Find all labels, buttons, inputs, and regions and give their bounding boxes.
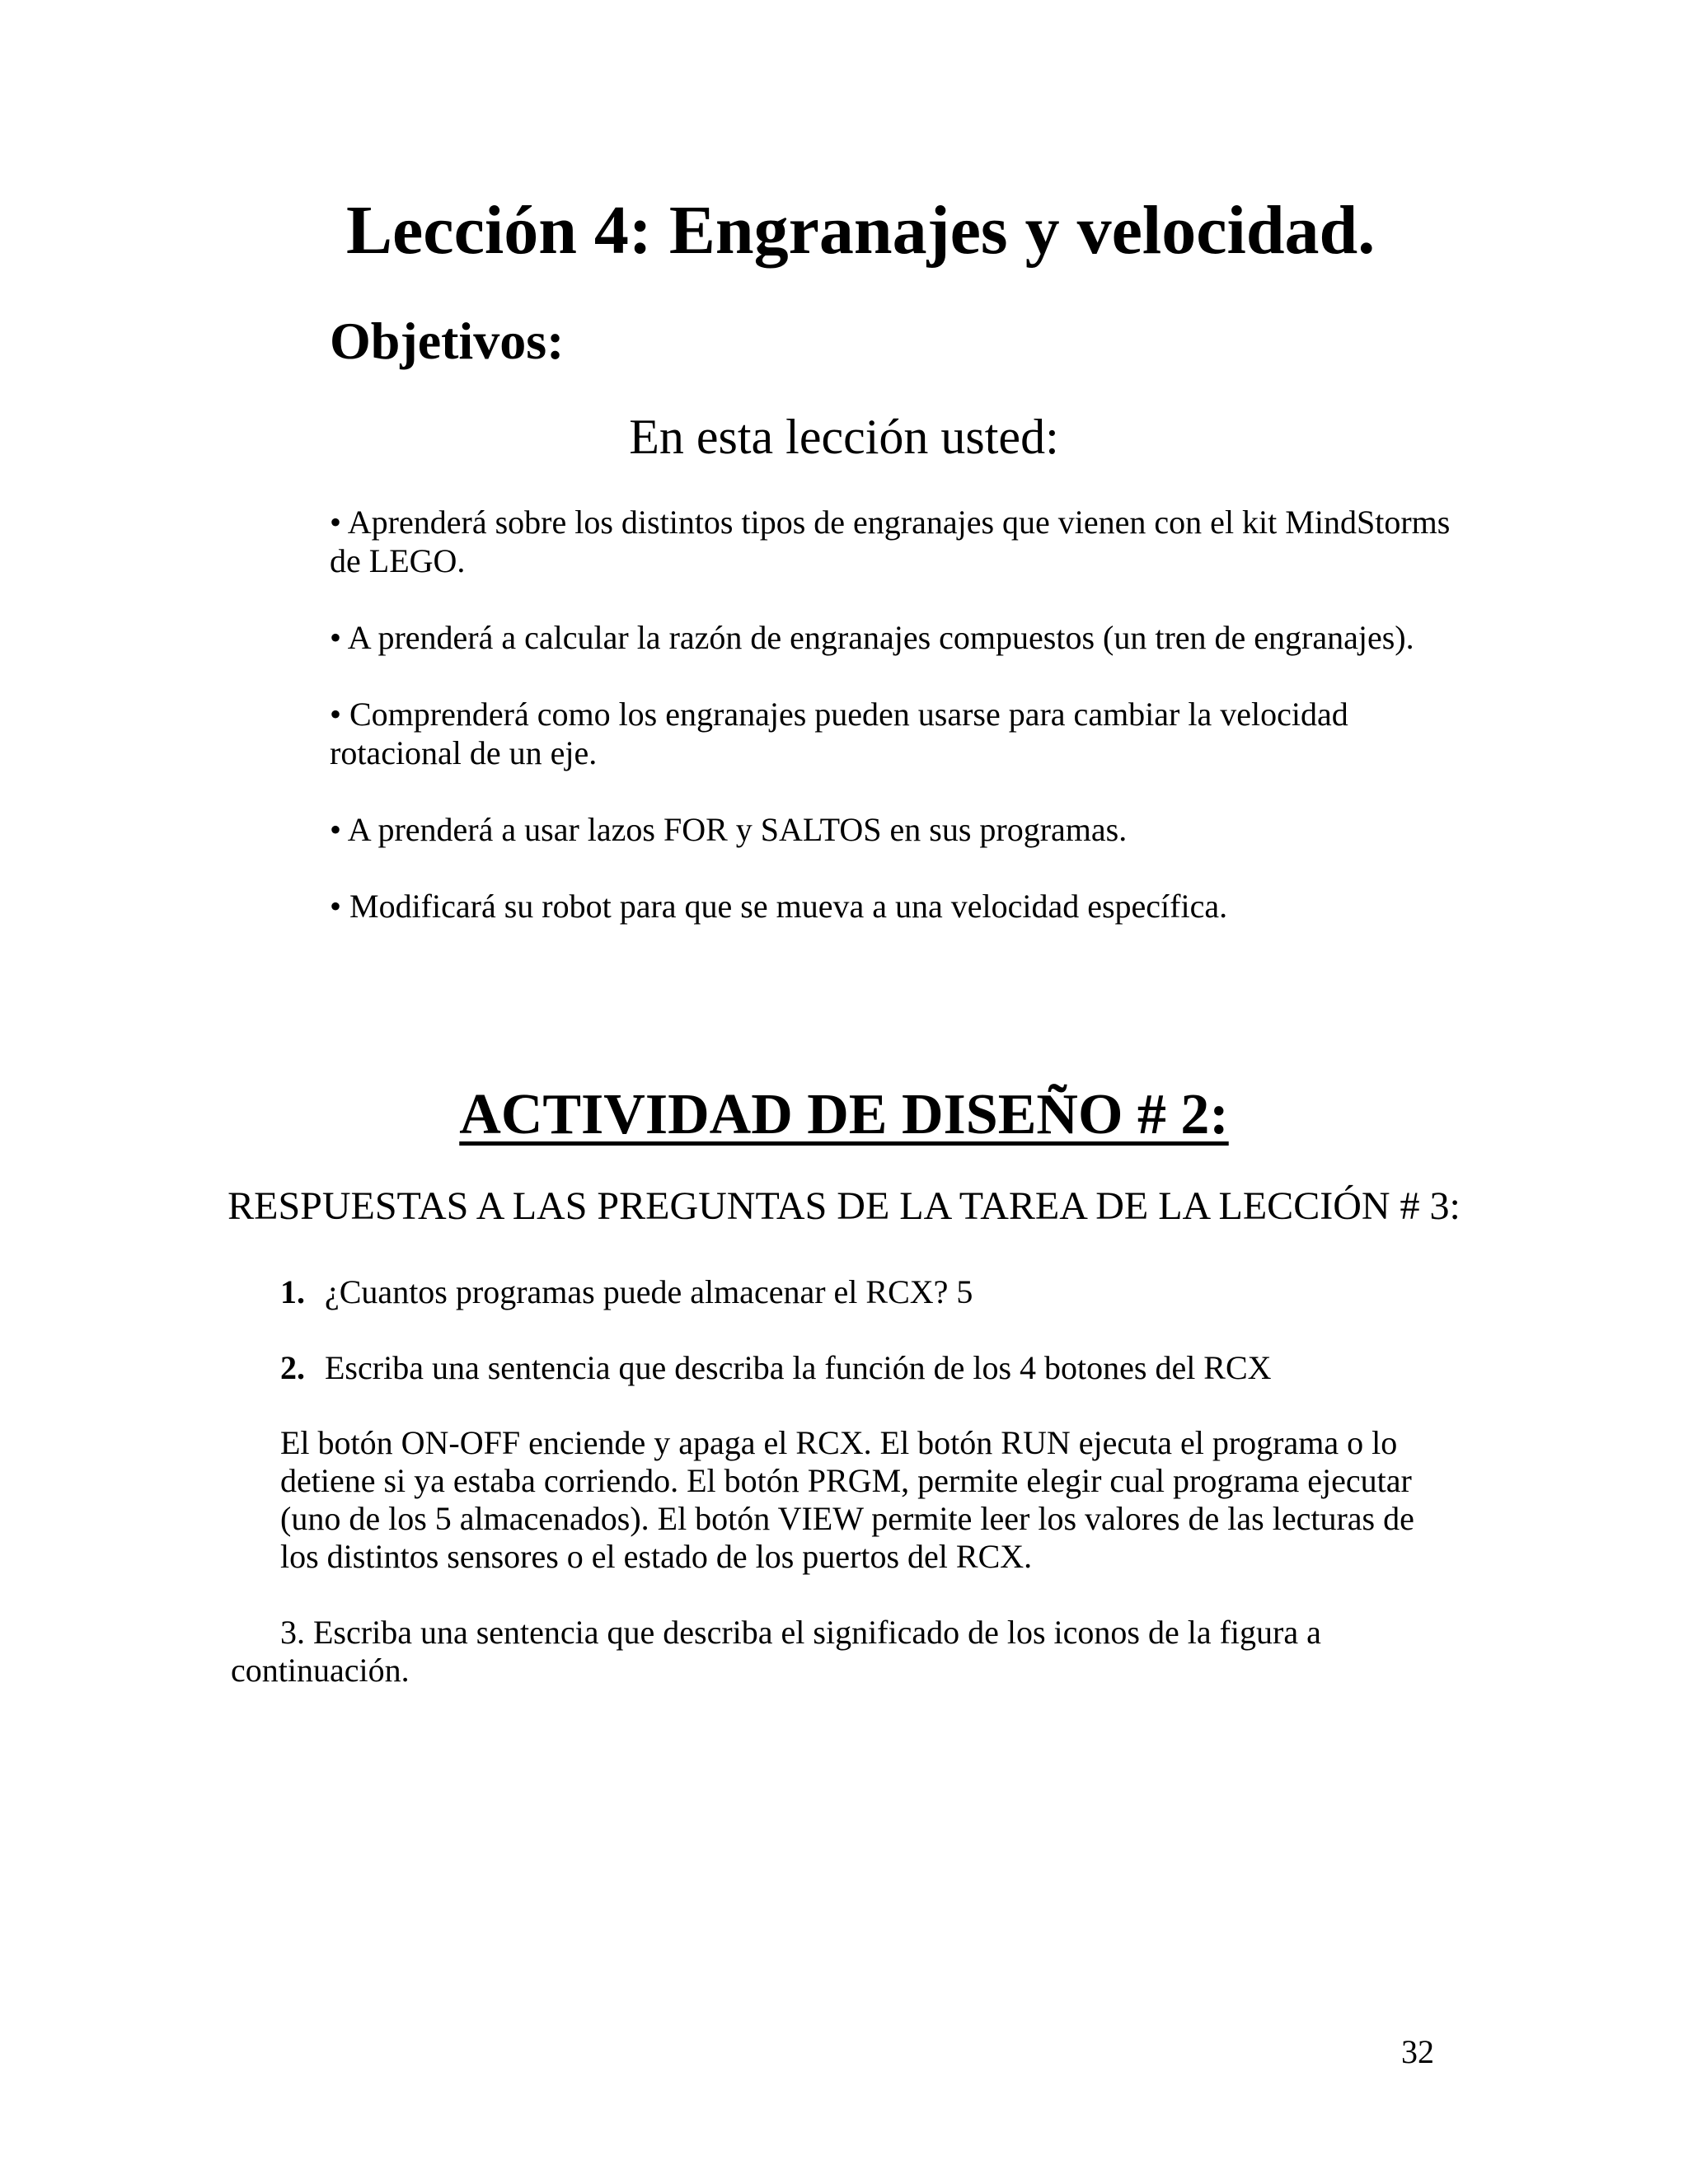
- question-text: Escriba una sentencia que describa la función de los 4 botones del RCX: [325, 1349, 1272, 1386]
- intro-line-text: En esta lección usted:: [629, 410, 1059, 464]
- page-number: 32: [1401, 2033, 1434, 2070]
- answer-paragraph: El botón ON-OFF enciende y apaga el RCX. El botón RUN ejecuta el programa o lo detiene si ya estaba corriendo. El botón PRGM, permite elegir cual programa ejecutar (uno de los 5 almacenados). El botón VIEW permite leer los valores de las lecturas de los distintos sensores o el estado de los puertos del RCX.: [280, 1424, 1414, 1575]
- intro-line: [0, 412, 1688, 462]
- question-text: ¿Cuantos programas puede almacenar el RCX? 5: [325, 1273, 973, 1310]
- activity-title: ACTIVIDAD DE DISEÑO # 2:: [459, 1083, 1229, 1146]
- objectives-list: [330, 503, 1467, 963]
- answers-heading: RESPUESTAS A LAS PREGUNTAS DE LA TAREA DE LA LECCIÓN # 3:: [227, 1184, 1461, 1228]
- question-1: [280, 1272, 973, 1311]
- objective-item: • A prenderá a calcular la razón de engranajes compuestos (un tren de engranajes).: [330, 619, 1414, 656]
- objective-item: • Comprenderá como los engranajes pueden usarse para cambiar la velocidad rotacional de un eje.: [330, 696, 1348, 771]
- question-2: [280, 1348, 1272, 1387]
- question-3: 3. Escriba una sentencia que describa el significado de los iconos de la figura a continuación.: [231, 1614, 1321, 1689]
- question-number: 1.: [280, 1273, 305, 1310]
- objectives-heading: Objetivos:: [330, 312, 565, 370]
- question-number: 2.: [280, 1349, 305, 1386]
- objective-item: • A prenderá a usar lazos FOR y SALTOS en sus programas.: [330, 811, 1128, 848]
- objective-item: • Aprenderá sobre los distintos tipos de engranajes que vienen con el kit MindStorms de LEGO.: [330, 504, 1451, 579]
- lesson-title: Lección 4: Engranajes y velocidad.: [346, 192, 1376, 269]
- objective-item: • Modificará su robot para que se mueva a una velocidad específica.: [330, 888, 1228, 925]
